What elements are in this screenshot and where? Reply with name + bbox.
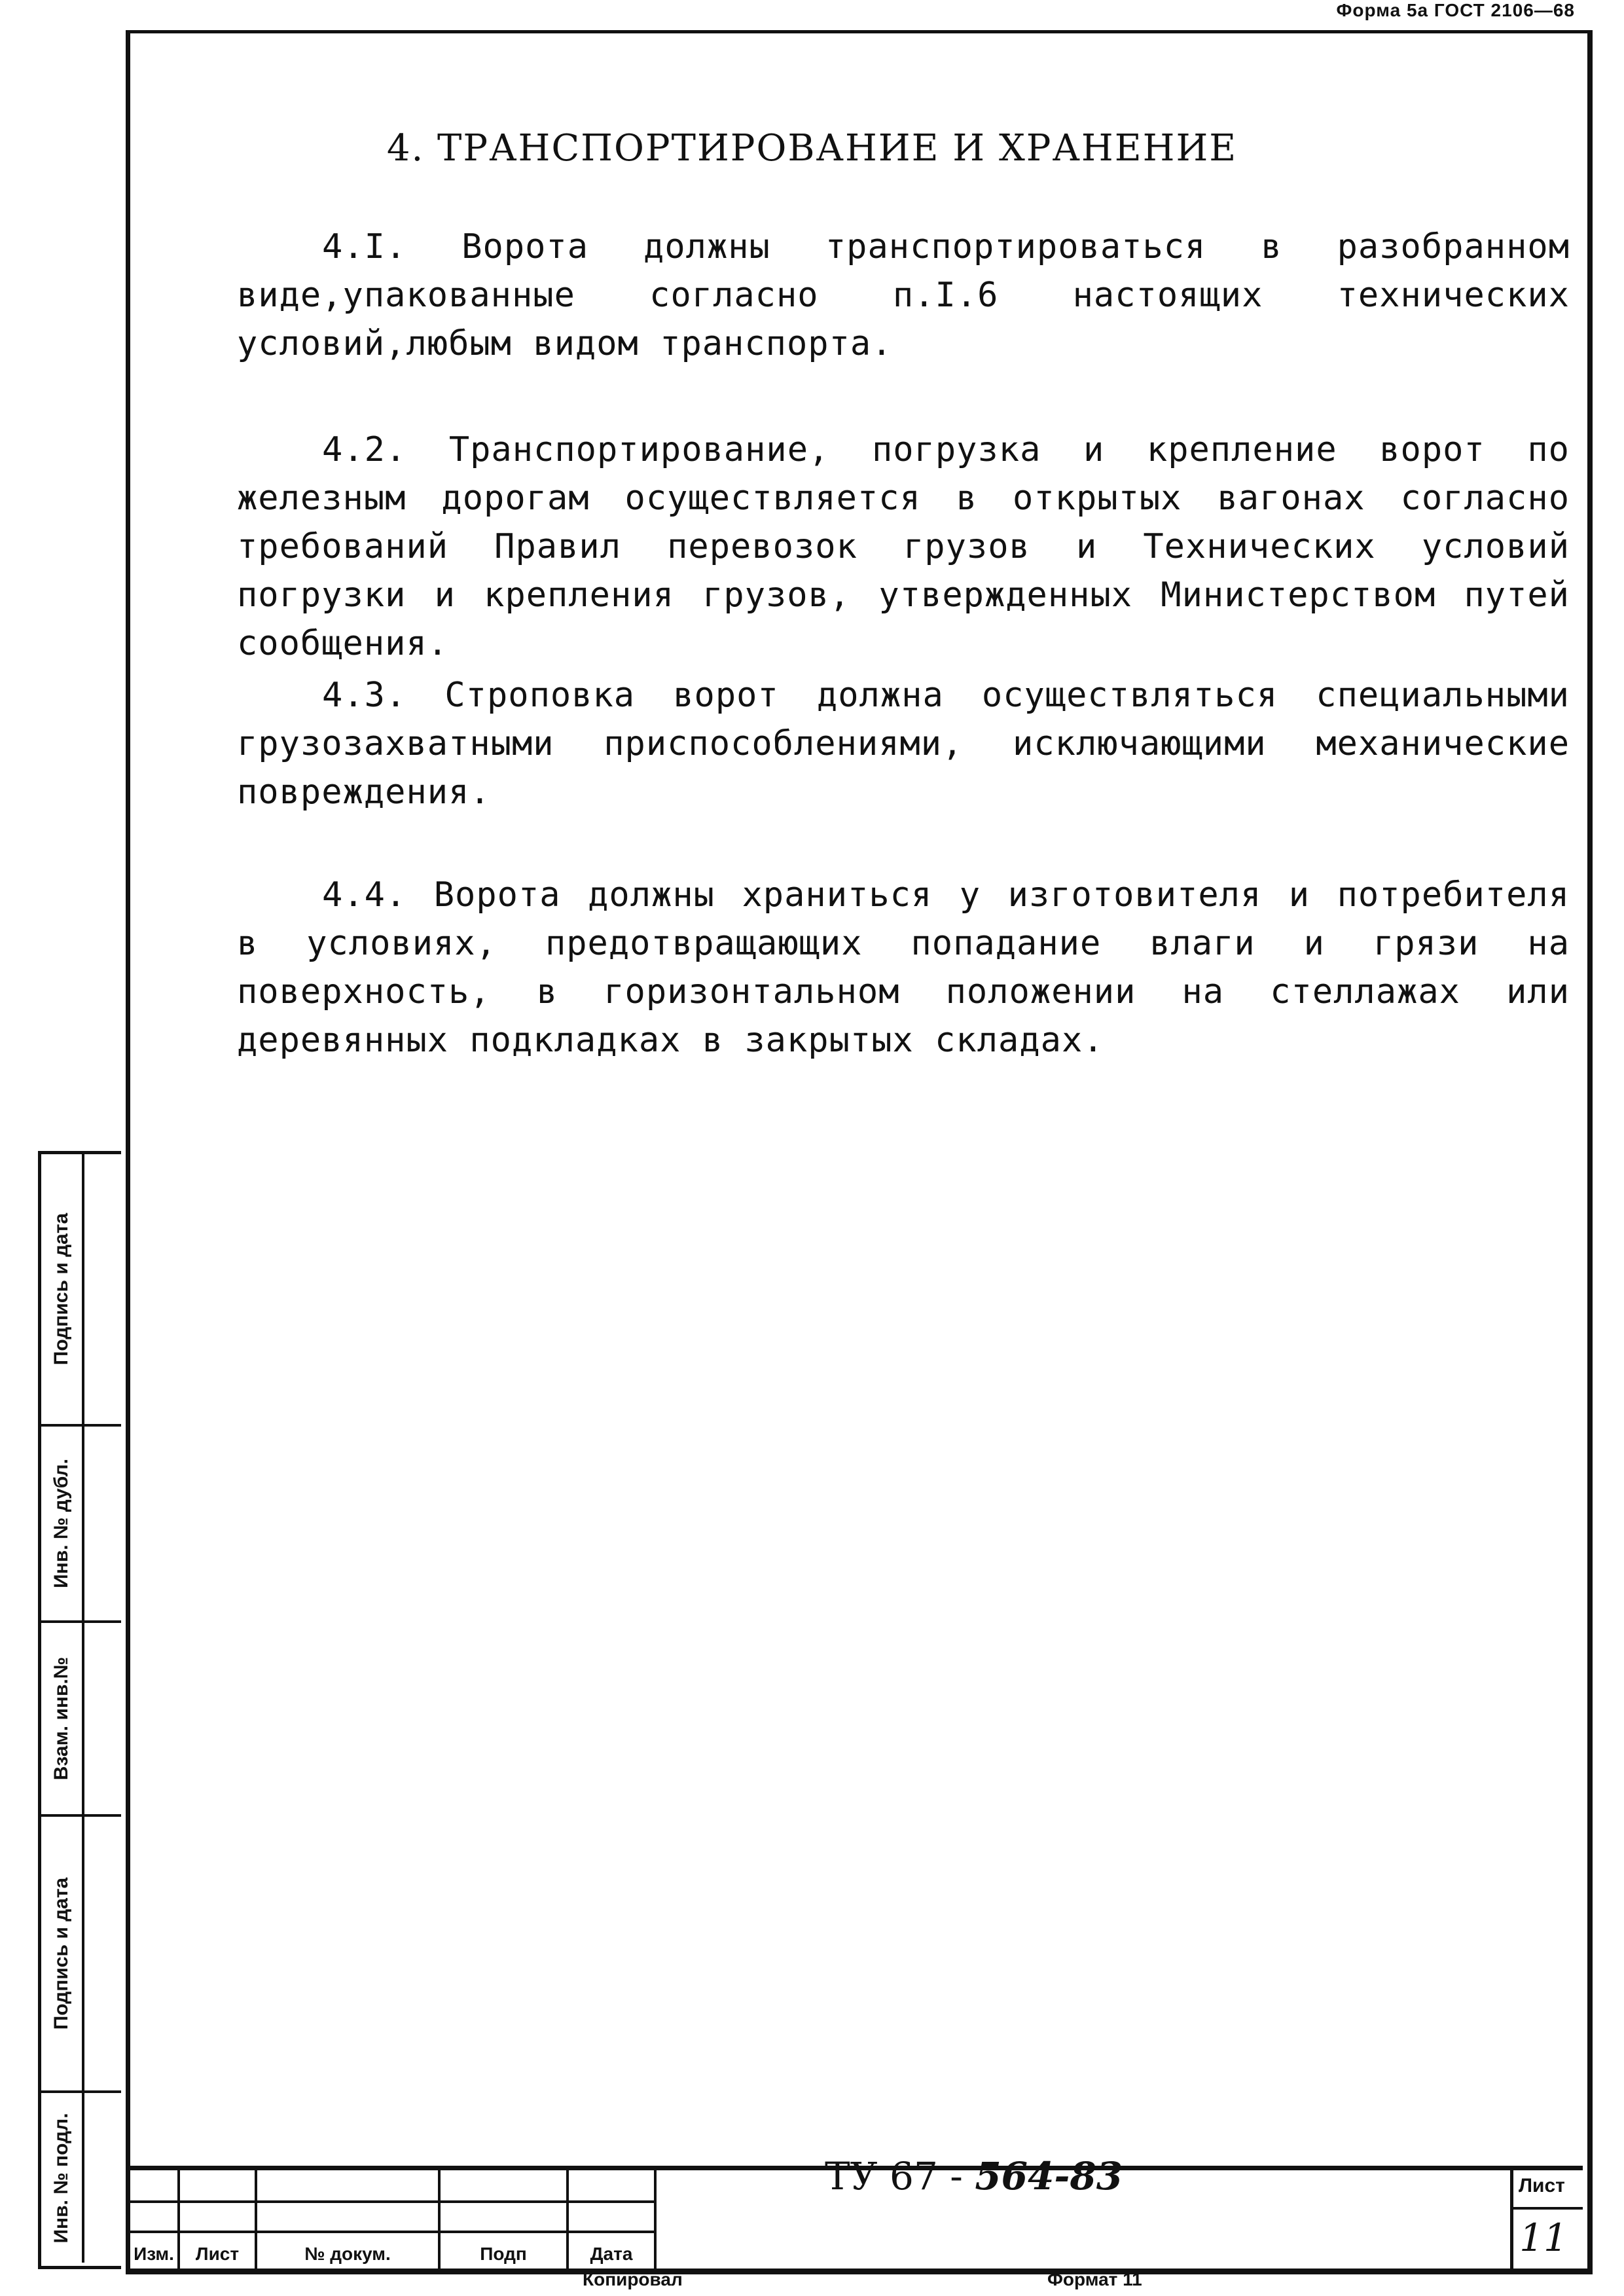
side-cell-replace-inv <box>41 1623 121 1817</box>
side-label: Подпись и дата <box>50 1877 72 2030</box>
side-label: Взам. инв.№ <box>50 1656 72 1781</box>
paragraph-4-2: 4.2. Транспортирование, погрузка и крепление ворот по железным дорогам осуществляется в открытых вагонах согласно требований Правил перевозок грузов и Технических условий погрузки и крепления грузов, утвержденных Министерством путей сообщения. <box>237 430 1570 663</box>
side-cell-original-inv <box>41 2093 121 2263</box>
column-caption-date: Дата <box>590 2244 633 2264</box>
side-label: Инв. № дубл. <box>50 1459 72 1588</box>
paragraph-4-3: 4.3. Строповка ворот должна осуществляться специальными грузозахватными приспособлениями, исключающими механические повреждения. <box>237 676 1570 812</box>
sheet-label: Лист <box>1519 2175 1565 2196</box>
footer-format: Формат 11 <box>1047 2269 1142 2289</box>
section-title: 4. ТРАНСПОРТИРОВАНИЕ И ХРАНЕНИЕ <box>386 127 1238 170</box>
footer-copied: Копировал <box>583 2269 683 2289</box>
side-cell-signature-date-2 <box>41 1817 121 2093</box>
column-caption-sheet: Лист <box>195 2244 240 2264</box>
side-label: Инв. № подл. <box>50 2112 72 2244</box>
side-stamp-strip <box>38 1151 121 2269</box>
column-caption-doc-number: № докум. <box>304 2244 391 2264</box>
document-code-prefix: ТУ 67 - <box>825 2154 963 2198</box>
column-caption-change: Изм. <box>134 2244 174 2264</box>
form-note: Форма 5а ГОСТ 2106—68 <box>1336 0 1575 20</box>
paragraph-4-1: 4.I. Ворота должны транспортироваться в разобранном виде,упакованные согласно п.I.6 настоящих технических условий,любым видом транспорта. <box>237 227 1570 363</box>
side-cell-dup-inv <box>41 1427 121 1623</box>
document-code-number: 564-83 <box>975 2154 1123 2198</box>
paragraph-4-4: 4.4. Ворота должны храниться у изготовителя и потребителя в условиях, предотвращающих попадание влаги и грязи на поверхность, в горизонтальном положении на стеллажах или деревянных подкладках в закрытых складах. <box>237 875 1570 1060</box>
document-code <box>825 2154 1270 2198</box>
side-label: Подпись и дата <box>50 1212 72 1366</box>
column-caption-signature: Подп <box>480 2244 527 2264</box>
sheet-number: 11 <box>1519 2215 1568 2260</box>
side-cell-signature-date <box>41 1154 121 1427</box>
